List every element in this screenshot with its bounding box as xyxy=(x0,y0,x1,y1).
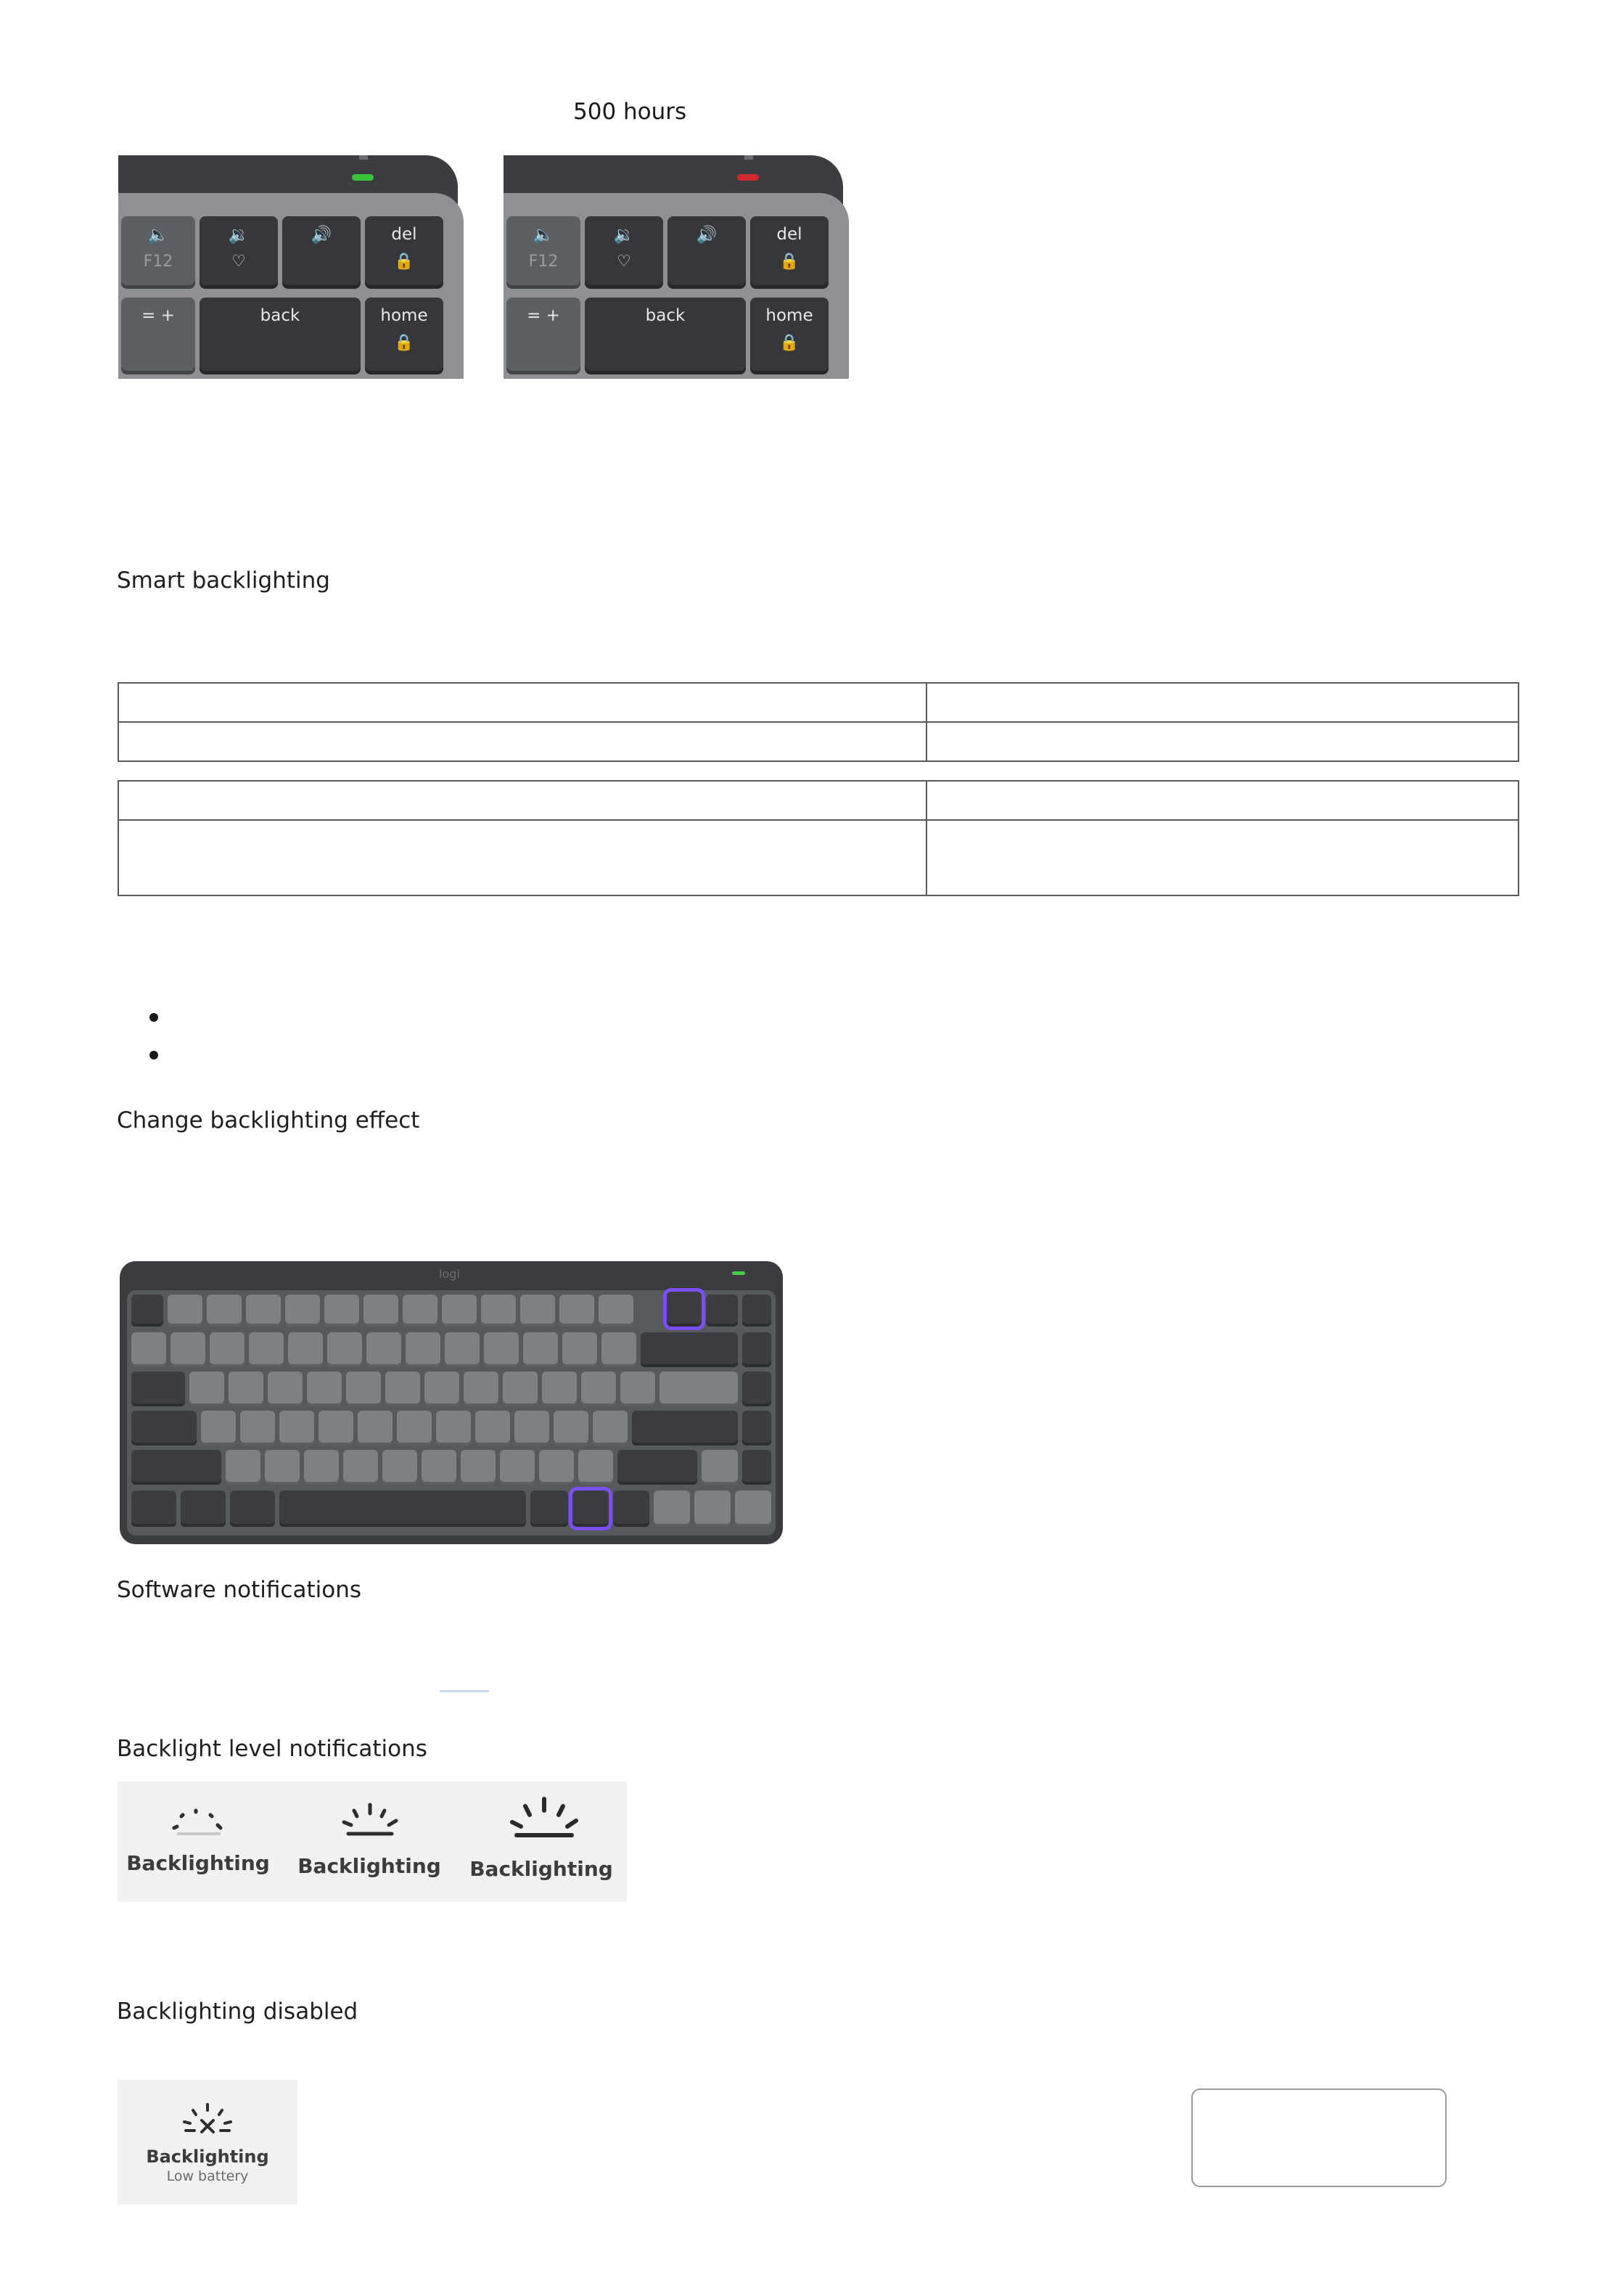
backlight-low-icon xyxy=(171,1800,225,1838)
key xyxy=(742,1411,771,1446)
tile-label: Backlighting xyxy=(469,1857,613,1881)
key-home: home 🔒 xyxy=(365,298,443,374)
key xyxy=(385,1372,420,1406)
table-cell xyxy=(926,781,1519,820)
key-equals-plus: = + xyxy=(121,298,195,374)
key-equals-plus: = + xyxy=(506,298,580,374)
key xyxy=(503,1372,538,1406)
key xyxy=(168,1295,202,1327)
table-cell xyxy=(926,683,1519,722)
key xyxy=(131,1450,221,1485)
key xyxy=(464,1372,498,1406)
key-volume-down: 🔈 F12 xyxy=(506,216,580,289)
key xyxy=(654,1491,690,1527)
key xyxy=(484,1332,519,1367)
table-cell xyxy=(926,722,1519,761)
key xyxy=(363,1295,398,1327)
key xyxy=(742,1332,771,1367)
key xyxy=(358,1411,393,1446)
table-cell xyxy=(118,722,926,761)
key xyxy=(559,1295,594,1327)
key xyxy=(397,1411,432,1446)
key-volume-down: 🔈 F12 xyxy=(121,216,195,289)
key xyxy=(240,1411,275,1446)
key xyxy=(265,1450,300,1485)
bullet-point xyxy=(149,1051,158,1059)
heading-software-notifications: Software notifications xyxy=(117,1577,361,1603)
key xyxy=(706,1295,738,1327)
link-underline[interactable] xyxy=(440,1690,489,1692)
key xyxy=(327,1332,362,1367)
status-led-red xyxy=(737,174,759,181)
key-volume-mute: 🔉 ♡ xyxy=(200,216,278,289)
heading-backlighting-disabled: Backlighting disabled xyxy=(117,1998,358,2025)
backlight-high-icon xyxy=(509,1795,579,1841)
key xyxy=(599,1295,633,1327)
logitech-logo-icon: logi xyxy=(439,1267,460,1281)
key xyxy=(382,1450,417,1485)
key xyxy=(613,1491,649,1527)
table-cell xyxy=(118,683,926,722)
key xyxy=(346,1372,381,1406)
key xyxy=(601,1332,636,1367)
key xyxy=(442,1295,477,1327)
key xyxy=(304,1450,339,1485)
key xyxy=(319,1411,353,1446)
backlight-level-notifications xyxy=(118,1782,627,1902)
keyboard-closeup-red-led xyxy=(504,155,849,379)
key xyxy=(436,1411,471,1446)
key xyxy=(131,1332,166,1367)
keyboard-closeup-green-led xyxy=(118,155,464,379)
key xyxy=(578,1450,613,1485)
table-cell xyxy=(926,820,1519,895)
key xyxy=(343,1450,378,1485)
key xyxy=(593,1411,628,1446)
key xyxy=(523,1332,558,1367)
key xyxy=(324,1295,359,1327)
notification-tile-high xyxy=(456,1782,627,1902)
backlight-off-icon xyxy=(180,2100,235,2139)
table-smart-backlighting-1 xyxy=(118,682,1519,762)
key xyxy=(226,1450,260,1485)
key xyxy=(210,1332,245,1367)
tile-sublabel: Low battery xyxy=(166,2168,249,2184)
notification-tile-disabled xyxy=(118,2080,297,2205)
key xyxy=(581,1372,616,1406)
keyboard-full-image xyxy=(120,1261,783,1544)
status-led xyxy=(732,1271,745,1275)
key xyxy=(230,1491,275,1527)
key xyxy=(131,1372,185,1406)
notification-tile-medium xyxy=(283,1782,456,1902)
key xyxy=(131,1411,197,1446)
key-backlight-highlighted xyxy=(667,1292,702,1327)
key xyxy=(201,1411,236,1446)
key xyxy=(742,1450,771,1485)
heading-smart-backlighting: Smart backlighting xyxy=(117,567,330,594)
key xyxy=(702,1450,738,1485)
heading-change-backlighting-effect: Change backlighting effect xyxy=(117,1107,420,1133)
key xyxy=(542,1372,577,1406)
key xyxy=(207,1295,242,1327)
key xyxy=(620,1372,655,1406)
key xyxy=(285,1295,320,1327)
key-fn-highlighted xyxy=(572,1491,609,1527)
key-home: home 🔒 xyxy=(750,298,829,374)
key xyxy=(481,1295,516,1327)
key-volume-up: 🔊 xyxy=(282,216,361,289)
bullet-point xyxy=(149,1013,158,1022)
key xyxy=(229,1372,263,1406)
key xyxy=(403,1295,437,1327)
key-del: del 🔒 xyxy=(365,216,443,289)
key xyxy=(742,1295,771,1327)
key xyxy=(366,1332,401,1367)
key xyxy=(641,1332,738,1367)
key xyxy=(246,1295,281,1327)
key xyxy=(424,1372,459,1406)
key xyxy=(131,1295,163,1327)
key xyxy=(742,1372,771,1406)
key xyxy=(461,1450,496,1485)
key xyxy=(249,1332,284,1367)
backlight-medium-icon xyxy=(341,1797,399,1840)
key xyxy=(181,1491,226,1527)
key xyxy=(500,1450,535,1485)
key xyxy=(735,1491,771,1527)
key xyxy=(520,1295,555,1327)
key xyxy=(288,1332,323,1367)
key xyxy=(617,1450,697,1485)
key xyxy=(694,1491,731,1527)
tile-label: Backlighting xyxy=(146,2147,269,2167)
key-del: del 🔒 xyxy=(750,216,829,289)
key xyxy=(539,1450,574,1485)
status-led-green xyxy=(352,174,374,181)
key-back: back xyxy=(585,298,746,374)
key xyxy=(268,1372,303,1406)
key-back: back xyxy=(200,298,361,374)
notification-tile-low xyxy=(118,1782,279,1902)
key xyxy=(406,1332,440,1367)
key xyxy=(279,1411,314,1446)
key xyxy=(632,1411,738,1446)
key xyxy=(170,1332,205,1367)
key xyxy=(422,1450,456,1485)
table-cell xyxy=(118,781,926,820)
key xyxy=(445,1332,480,1367)
key-volume-mute: 🔉 ♡ xyxy=(585,216,663,289)
table-smart-backlighting-2 xyxy=(118,780,1519,896)
table-cell xyxy=(118,820,926,895)
key xyxy=(530,1491,568,1527)
key xyxy=(514,1411,549,1446)
key-volume-up: 🔊 xyxy=(667,216,746,289)
tile-label: Backlighting xyxy=(297,1854,441,1878)
heading-backlight-level-notifications: Backlight level notifications xyxy=(117,1736,427,1762)
key xyxy=(660,1372,738,1406)
empty-box xyxy=(1191,2088,1447,2187)
key xyxy=(307,1372,342,1406)
key xyxy=(189,1372,224,1406)
caption-hours: 500 hours xyxy=(573,99,687,125)
key xyxy=(562,1332,597,1367)
tile-label: Backlighting xyxy=(126,1851,270,1875)
key xyxy=(475,1411,510,1446)
key-space xyxy=(279,1491,526,1527)
key xyxy=(131,1491,176,1527)
key xyxy=(554,1411,588,1446)
